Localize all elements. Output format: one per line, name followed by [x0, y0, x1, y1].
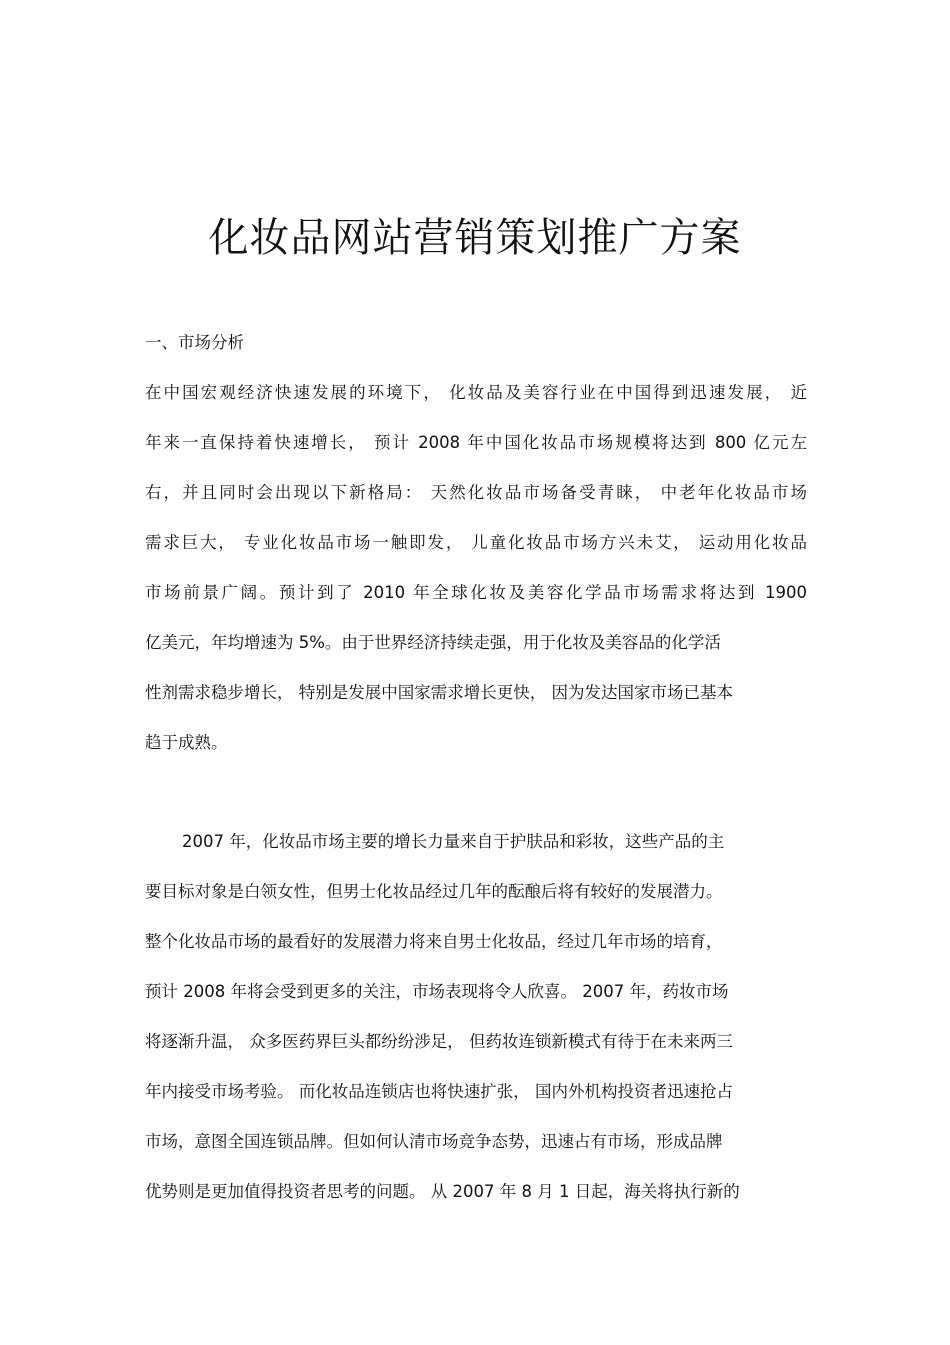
text-line: 右，并且同时会出现以下新格局： 天然化妆品市场备受青睐， 中老年化妆品市场 — [145, 483, 807, 502]
text-line: 市场，意图全国连锁品牌。但如何认清市场竞争态势，迅速占有市场，形成品牌 — [145, 1132, 723, 1151]
text-line: 在中国宏观经济快速发展的环境下， 化妆品及美容行业在中国得到迅速发展， 近 — [145, 383, 807, 402]
text-line: 趋于成熟。 — [145, 733, 228, 752]
document-title: 化妆品网站营销策划推广方案 — [208, 215, 742, 261]
text-line: 亿美元，年均增速为 5%。由于世界经济持续走强，用于化妆及美容品的化学活 — [145, 633, 721, 652]
text-line: 整个化妆品市场的最看好的发展潜力将来自男士化妆品，经过几年市场的培育， — [145, 932, 723, 951]
text-line: 年来一直保持着快速增长， 预计 2008 年中国化妆品市场规模将达到 800 亿元左 — [145, 433, 807, 452]
text-line: 将逐渐升温， 众多医药界巨头都纷纷涉足， 但药妆连锁新模式有待于在未来两三 — [145, 1032, 733, 1051]
text-line: 需求巨大， 专业化妆品市场一触即发， 儿童化妆品市场方兴未艾， 运动用化妆品 — [145, 533, 807, 552]
text-line: 性剂需求稳步增长， 特别是发展中国家需求增长更快， 因为发达国家市场已基本 — [145, 683, 733, 702]
text-line: 市场前景广阔。预计到了 2010 年全球化妆及美容化学品市场需求将达到 1900 — [145, 583, 807, 602]
text-line: 年内接受市场考验。 而化妆品连锁店也将快速扩张， 国内外机构投资者迅速抢占 — [145, 1082, 733, 1101]
text-line: 2007 年，化妆品市场主要的增长力量来自于护肤品和彩妆，这些产品的主 — [182, 832, 725, 851]
text-line: 预计 2008 年将会受到更多的关注，市场表现将令人欣喜。 2007 年，药妆市场 — [145, 982, 729, 1001]
text-line: 要目标对象是白领女性，但男士化妆品经过几年的酝酿后将有较好的发展潜力。 — [145, 882, 723, 901]
section-heading: 一、市场分析 — [145, 333, 244, 352]
text-line: 优势则是更加值得投资者思考的问题。 从 2007 年 8 月 1 日起，海关将执行新的 — [145, 1182, 740, 1201]
